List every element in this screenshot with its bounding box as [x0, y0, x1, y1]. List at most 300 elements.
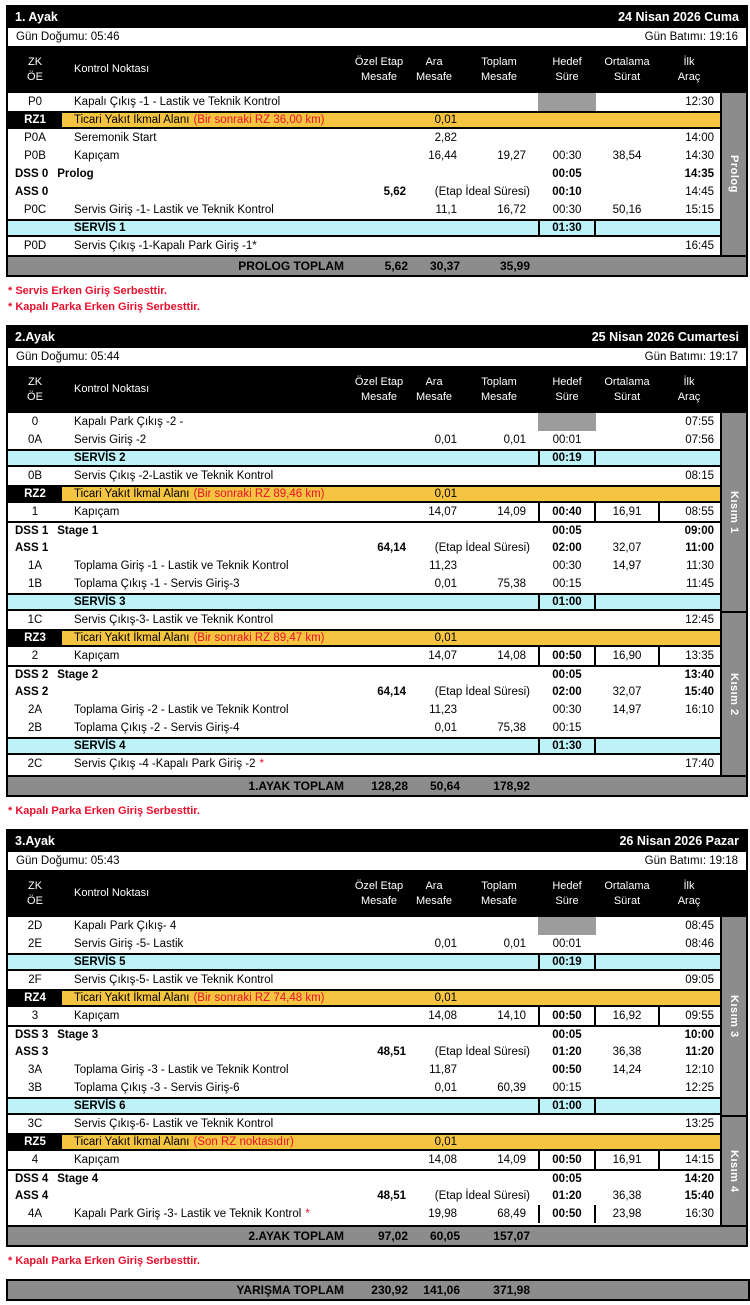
ozel-mesafe-cell	[350, 935, 408, 953]
table-body	[6, 413, 748, 775]
ortalama-surat-cell: 16,91	[612, 506, 642, 518]
ara-mesafe-cell	[408, 917, 460, 935]
table-row	[8, 521, 720, 539]
hedef-sure-cell: 00:05	[552, 1029, 582, 1041]
column-header	[408, 375, 460, 404]
sidebar-segment-label: Kısım 3	[728, 994, 740, 1038]
table-row	[8, 165, 720, 183]
column-header-line: Ortalama	[604, 880, 650, 893]
table-row	[8, 611, 720, 629]
row-code: 3	[31, 1010, 39, 1022]
sidebar-segment	[722, 413, 746, 611]
stage-code-cell	[8, 1027, 350, 1043]
ara-mesafe-cell	[408, 611, 460, 629]
hedef-sure-cell: 00:30	[552, 204, 582, 216]
hedef-sure-cell	[538, 755, 596, 773]
table-row	[8, 1187, 720, 1205]
column-header-line: Hedef	[552, 880, 582, 893]
ara-mesafe-cell: 0,01	[434, 114, 457, 126]
row-code: P0	[27, 96, 43, 108]
ilk-arac-cell: 14:20	[684, 1173, 714, 1185]
table-row	[8, 1007, 720, 1025]
ortalama-surat-cell	[596, 183, 658, 201]
ortalama-surat-cell	[596, 991, 658, 1005]
row-code: ASS 3	[15, 1046, 49, 1058]
column-header-line: Ara	[425, 376, 443, 389]
hedef-sure-cell: 00:05	[552, 669, 582, 681]
checkpoint-label: Servis Çıkış -1-Kapalı Park Giriş -1*	[74, 240, 257, 252]
checkpoint-label: Ticari Yakıt İkmal Alanı	[74, 1136, 190, 1148]
toplam-mesafe-cell	[460, 955, 538, 969]
checkpoint-label: SERVİS 4	[74, 740, 126, 752]
ortalama-surat-cell	[596, 523, 658, 539]
row-name	[62, 487, 350, 501]
column-header	[408, 879, 460, 908]
ortalama-surat-cell: 14,24	[612, 1064, 642, 1076]
ozel-mesafe-cell	[350, 431, 408, 449]
toplam-mesafe-cell	[460, 917, 538, 935]
toplam-mesafe-cell	[460, 165, 538, 183]
checkpoint-label: Toplama Çıkış -2 - Servis Giriş-4	[74, 722, 240, 734]
row-code	[8, 595, 62, 609]
ozel-mesafe-cell	[350, 1099, 408, 1113]
row-code: ASS 1	[15, 542, 49, 554]
checkpoint-label: Servis Giriş -1- Lastik ve Teknik Kontrol	[74, 204, 274, 216]
table-row	[8, 1115, 720, 1133]
row-code: RZ5	[8, 1135, 62, 1149]
ozel-mesafe-cell: 48,51	[377, 1046, 406, 1058]
ilk-arac-cell: 13:40	[684, 669, 714, 681]
ortalama-surat-cell	[596, 755, 658, 773]
row-code: RZ1	[8, 113, 62, 127]
toplam-mesafe-cell: 75,38	[497, 722, 526, 734]
ara-mesafe-cell	[408, 93, 460, 111]
ozel-mesafe-cell	[350, 1027, 408, 1043]
row-code	[8, 221, 62, 235]
toplam-mesafe-cell	[460, 701, 538, 719]
row-code: P0D	[23, 240, 47, 252]
hedef-sure-cell: 00:50	[538, 647, 596, 665]
row-code: 3A	[27, 1064, 43, 1076]
column-header-line: Ortalama	[604, 56, 650, 69]
checkpoint-label: Kapıçam	[74, 506, 120, 518]
sunset-label: Gün Batımı: 19:17	[644, 351, 738, 363]
ozel-mesafe-cell: 64,14	[377, 686, 406, 698]
row-name	[62, 431, 350, 449]
ozel-mesafe-cell	[350, 971, 408, 989]
column-header	[350, 375, 408, 404]
sun-bar	[6, 348, 748, 366]
ara-mesafe-cell: 0,01	[434, 938, 457, 950]
hedef-sure-cell: 00:05	[552, 168, 582, 180]
toplam-mesafe-cell	[460, 631, 538, 645]
checkpoint-label: SERVİS 6	[74, 1100, 126, 1112]
column-header-line: Toplam	[481, 376, 517, 389]
row-code: 3C	[27, 1118, 43, 1130]
ilk-arac-cell	[658, 631, 720, 645]
column-header-line: Mesafe	[360, 894, 398, 907]
ara-mesafe-cell: 2,82	[434, 132, 457, 144]
column-header	[596, 879, 658, 908]
table-row	[8, 1133, 720, 1151]
hedef-sure-cell: 00:40	[538, 503, 596, 521]
stage-code-cell	[8, 523, 350, 539]
ilk-arac-cell: 07:55	[685, 416, 714, 428]
column-header	[350, 55, 408, 84]
ilk-arac-cell	[658, 991, 720, 1005]
checkpoint-label: Kapalı Park Çıkış -2 -	[74, 416, 184, 428]
ozel-mesafe-cell	[350, 487, 408, 501]
total-toplam-mesafe: 178,92	[493, 779, 530, 793]
toplam-mesafe-cell	[460, 467, 538, 485]
column-header-line: Mesafe	[480, 894, 518, 907]
ortalama-surat-cell: 50,16	[612, 204, 642, 216]
toplam-mesafe-cell	[460, 93, 538, 111]
ozel-mesafe-cell	[350, 611, 408, 629]
ortalama-surat-cell: 16,91	[612, 1154, 642, 1166]
hedef-sure-cell: 00:01	[552, 938, 582, 950]
ilk-arac-cell: 11:45	[686, 578, 714, 590]
table-rows	[8, 917, 722, 1225]
ilk-arac-cell	[658, 113, 720, 127]
hedef-sure-cell: 00:50	[552, 1064, 582, 1076]
ara-mesafe-cell	[408, 451, 460, 465]
row-code: P0A	[24, 132, 46, 144]
row-name	[62, 595, 350, 609]
column-header	[460, 879, 538, 908]
ozel-mesafe-cell	[350, 165, 408, 183]
table-row	[8, 183, 720, 201]
column-header-line: Özel Etap	[354, 880, 404, 893]
ozel-mesafe-cell	[350, 595, 408, 609]
ara-mesafe-cell	[408, 1027, 460, 1043]
ara-mesafe-cell	[408, 755, 460, 773]
column-header-line: Hedef	[552, 56, 582, 69]
ilk-arac-cell: 08:55	[658, 503, 720, 521]
column-header-line: Kontrol Noktası	[74, 383, 150, 396]
checkpoint-label: Servis Çıkış-5- Lastik ve Teknik Kontrol	[74, 974, 274, 986]
toplam-mesafe-cell: 19,27	[497, 150, 526, 162]
ara-mesafe-cell: 0,01	[434, 1136, 457, 1148]
ozel-mesafe-cell	[350, 755, 408, 773]
ozel-mesafe-cell	[350, 523, 408, 539]
row-code: ASS 4	[15, 1190, 49, 1202]
total-label: PROLOG TOPLAM	[238, 259, 344, 273]
column-header-line: Süre	[555, 894, 579, 907]
row-name	[62, 1061, 350, 1079]
ortalama-surat-cell: 16,92	[612, 1010, 642, 1022]
column-header-line: ÖE	[27, 894, 43, 907]
row-name	[62, 93, 350, 111]
toplam-mesafe-cell: 14,09	[497, 1154, 526, 1166]
column-header-line: Ara	[425, 880, 443, 893]
ara-mesafe-cell: 14,07	[428, 650, 457, 662]
hedef-sure-cell: 00:50	[538, 1205, 596, 1223]
toplam-mesafe-cell	[460, 739, 538, 753]
table-row	[8, 683, 720, 701]
hedef-sure-cell: 01:00	[538, 595, 596, 609]
ilk-arac-cell: 14:00	[685, 132, 714, 144]
column-header-line: Mesafe	[415, 390, 453, 403]
ilk-arac-cell	[658, 221, 720, 235]
column-header-line: Mesafe	[480, 70, 518, 83]
ara-mesafe-cell: 14,08	[428, 1154, 457, 1166]
table-body	[6, 917, 748, 1225]
sidebar-segment-label: Kısım 1	[728, 490, 740, 534]
ilk-arac-cell: 12:25	[685, 1082, 714, 1094]
column-header-line: ÖE	[27, 390, 43, 403]
ozel-mesafe-cell	[350, 1135, 408, 1149]
table-row	[8, 147, 720, 165]
row-name	[62, 1007, 350, 1025]
ortalama-surat-cell: 14,97	[612, 560, 642, 572]
toplam-mesafe-cell: 14,09	[497, 506, 526, 518]
table-row	[8, 111, 720, 129]
column-header-line: ZK	[27, 880, 43, 893]
column-header-line: Mesafe	[480, 390, 518, 403]
early-entry-star: *	[259, 758, 264, 770]
ozel-mesafe-cell	[350, 557, 408, 575]
ara-mesafe-cell	[408, 413, 460, 431]
table-row	[8, 413, 720, 431]
total-ara-mesafe: 60,05	[429, 1229, 460, 1243]
ozel-mesafe-cell	[350, 451, 408, 465]
ilk-arac-cell: 16:10	[685, 704, 714, 716]
ilk-arac-cell: 16:45	[685, 240, 714, 252]
column-header	[460, 375, 538, 404]
row-code: P0B	[24, 150, 46, 162]
checkpoint-label: Toplama Giriş -2 - Lastik ve Teknik Kontrol	[74, 704, 289, 716]
leg-date: 25 Nisan 2026 Cumartesi	[591, 329, 739, 344]
row-code: 2A	[27, 704, 43, 716]
ozel-mesafe-cell	[350, 467, 408, 485]
hedef-sure-cell	[538, 971, 596, 989]
row-code: DSS 2	[15, 669, 49, 681]
toplam-mesafe-cell	[460, 221, 538, 235]
table-row	[8, 665, 720, 683]
hedef-sure-cell: 00:15	[552, 1082, 582, 1094]
ortalama-surat-cell	[596, 739, 658, 753]
total-ara-mesafe: 30,37	[429, 259, 460, 273]
table-row	[8, 1151, 720, 1169]
checkpoint-label: Ticari Yakıt İkmal Alanı	[74, 992, 190, 1004]
ozel-mesafe-cell	[350, 237, 408, 255]
toplam-mesafe-cell: 0,01	[503, 938, 526, 950]
toplam-mesafe-cell	[460, 113, 538, 127]
ilk-arac-cell: 14:30	[685, 150, 714, 162]
row-name	[62, 917, 350, 935]
ortalama-surat-cell	[596, 917, 658, 935]
sun-bar	[6, 852, 748, 870]
ilk-arac-cell: 08:45	[685, 920, 714, 932]
toplam-mesafe-cell	[460, 523, 538, 539]
table-row	[8, 1097, 720, 1115]
table-row	[8, 755, 720, 773]
ozel-mesafe-cell	[350, 1205, 408, 1223]
ortalama-surat-cell: 36,38	[612, 1046, 642, 1058]
checkpoint-label: SERVİS 5	[74, 956, 126, 968]
checkpoint-label: Servis Çıkış-3- Lastik ve Teknik Kontrol	[74, 614, 274, 626]
total-bar	[6, 775, 748, 797]
total-label: 2.AYAK TOPLAM	[248, 1229, 344, 1243]
ara-mesafe-cell: 0,01	[434, 992, 457, 1004]
toplam-mesafe-cell	[460, 487, 538, 501]
ozel-mesafe-cell	[350, 1171, 408, 1187]
ilk-arac-cell: 12:10	[685, 1064, 714, 1076]
stage-code-cell	[8, 683, 350, 701]
row-code: 2C	[27, 758, 43, 770]
ortalama-surat-cell	[596, 451, 658, 465]
column-header	[538, 55, 596, 84]
leg-section	[6, 829, 748, 1247]
row-code: ASS 2	[15, 686, 49, 698]
column-header	[658, 55, 720, 84]
row-name	[62, 129, 350, 147]
ara-mesafe-cell: 11,23	[429, 560, 457, 572]
ara-mesafe-cell: 0,01	[434, 1082, 457, 1094]
column-header-line: İlk	[683, 880, 695, 893]
ortalama-surat-cell	[596, 719, 658, 737]
table-row	[8, 93, 720, 111]
ortalama-surat-cell: 23,98	[612, 1208, 642, 1220]
ozel-mesafe-cell	[350, 1151, 408, 1169]
ozel-mesafe-cell	[350, 1061, 408, 1079]
ortalama-surat-cell	[596, 611, 658, 629]
total-ozel-mesafe: 128,28	[371, 779, 408, 793]
ilk-arac-cell	[658, 451, 720, 465]
table-row	[8, 989, 720, 1007]
hedef-sure-cell: 02:00	[552, 542, 582, 554]
ilk-arac-cell: 09:55	[658, 1007, 720, 1025]
toplam-mesafe-cell: 68,49	[497, 1208, 526, 1220]
toplam-mesafe-cell	[460, 1099, 538, 1113]
hedef-sure-cell: 00:50	[538, 1007, 596, 1025]
table-row	[8, 575, 720, 593]
row-name	[62, 113, 350, 127]
stage-code-cell	[8, 183, 350, 201]
column-header-row	[6, 366, 748, 413]
early-entry-star: *	[305, 1208, 310, 1220]
toplam-mesafe-cell: 60,39	[497, 1082, 526, 1094]
column-header-line: Süre	[555, 390, 579, 403]
ara-mesafe-cell	[408, 955, 460, 969]
ozel-mesafe-cell	[350, 701, 408, 719]
hedef-sure-cell	[538, 631, 596, 645]
row-name	[62, 201, 350, 219]
ilk-arac-cell: 12:45	[685, 614, 714, 626]
row-name	[62, 237, 350, 255]
toplam-mesafe-cell	[460, 557, 538, 575]
column-header-line: ZK	[27, 56, 43, 69]
toplam-mesafe-cell	[460, 595, 538, 609]
toplam-mesafe-cell	[460, 611, 538, 629]
ara-mesafe-cell	[408, 971, 460, 989]
row-code: 0A	[27, 434, 43, 446]
checkpoint-label: Toplama Giriş -3 - Lastik ve Teknik Kontrol	[74, 1064, 289, 1076]
ortalama-surat-cell	[596, 237, 658, 255]
toplam-mesafe-cell: 14,08	[497, 650, 526, 662]
hedef-sure-cell: 00:30	[552, 704, 582, 716]
ara-mesafe-cell	[408, 221, 460, 235]
hedef-sure-cell	[538, 93, 596, 111]
row-code	[8, 955, 62, 969]
checkpoint-label: Seremonik Start	[74, 132, 157, 144]
row-code: 0B	[27, 470, 43, 482]
toplam-mesafe-cell: 14,10	[497, 1010, 526, 1022]
sunrise-label: Gün Doğumu: 05:43	[16, 855, 120, 867]
row-code: 1A	[27, 560, 43, 572]
ortalama-surat-cell	[596, 467, 658, 485]
ilk-arac-cell	[658, 487, 720, 501]
table-row	[8, 1079, 720, 1097]
table-row	[8, 219, 720, 237]
total-toplam-mesafe: 157,07	[493, 1229, 530, 1243]
ilk-arac-cell: 11:20	[685, 1046, 714, 1058]
row-code: ASS 0	[15, 186, 49, 198]
checkpoint-label: Servis Çıkış -4 -Kapalı Park Giriş -2	[74, 758, 256, 770]
hedef-sure-cell: 00:10	[552, 186, 582, 198]
leg-title: 1. Ayak	[15, 9, 58, 24]
ortalama-surat-cell	[596, 1171, 658, 1187]
ideal-sure-cell: (Etap İdeal Süresi)	[434, 686, 530, 698]
column-header	[538, 375, 596, 404]
rz-distance-note: (Son RZ noktasıdır)	[193, 1136, 294, 1148]
ozel-mesafe-cell	[350, 991, 408, 1005]
stage-name: Stage 1	[57, 525, 99, 537]
ozel-mesafe-cell: 48,51	[377, 1190, 406, 1202]
column-header	[350, 879, 408, 908]
row-name	[62, 955, 350, 969]
ilk-arac-cell: 14:35	[684, 168, 714, 180]
checkpoint-label: Kapıçam	[74, 650, 120, 662]
ortalama-surat-cell	[596, 1115, 658, 1133]
column-header-line: ÖE	[27, 70, 43, 83]
ortalama-surat-cell	[596, 955, 658, 969]
ara-mesafe-cell: 14,08	[428, 1010, 457, 1022]
ortalama-surat-cell	[596, 575, 658, 593]
column-header-line: Mesafe	[360, 390, 398, 403]
ortalama-surat-cell	[596, 1099, 658, 1113]
ara-mesafe-cell	[408, 237, 460, 255]
ortalama-surat-cell	[596, 971, 658, 989]
ortalama-surat-cell: 14,97	[612, 704, 642, 716]
sunrise-label: Gün Doğumu: 05:44	[16, 351, 120, 363]
column-header-line: Ortalama	[604, 376, 650, 389]
stage-name: Prolog	[57, 168, 94, 180]
sunset-label: Gün Batımı: 19:18	[644, 855, 738, 867]
sidebar-segment	[722, 917, 746, 1115]
hedef-sure-cell	[538, 611, 596, 629]
ara-mesafe-cell	[408, 523, 460, 539]
ara-mesafe-cell	[408, 467, 460, 485]
checkpoint-label: Ticari Yakıt İkmal Alanı	[74, 632, 190, 644]
row-name	[62, 451, 350, 465]
leg-title-bar	[6, 5, 748, 28]
hedef-sure-cell: 01:30	[538, 221, 596, 235]
toplam-mesafe-cell	[460, 755, 538, 773]
column-header-line: Kontrol Noktası	[74, 63, 150, 76]
checkpoint-label: Kapalı Park Çıkış- 4	[74, 920, 177, 932]
ara-mesafe-cell: 0,01	[434, 632, 457, 644]
red-note: * Kapalı Parka Erken Giriş Serbesttir.	[8, 805, 200, 817]
ozel-mesafe-cell: 5,62	[383, 186, 406, 198]
ara-mesafe-cell: 19,98	[428, 1208, 457, 1220]
ozel-mesafe-cell	[350, 113, 408, 127]
total-bar	[6, 1225, 748, 1247]
row-code: P0C	[23, 204, 47, 216]
toplam-mesafe-cell	[460, 1061, 538, 1079]
row-name	[62, 1135, 350, 1149]
